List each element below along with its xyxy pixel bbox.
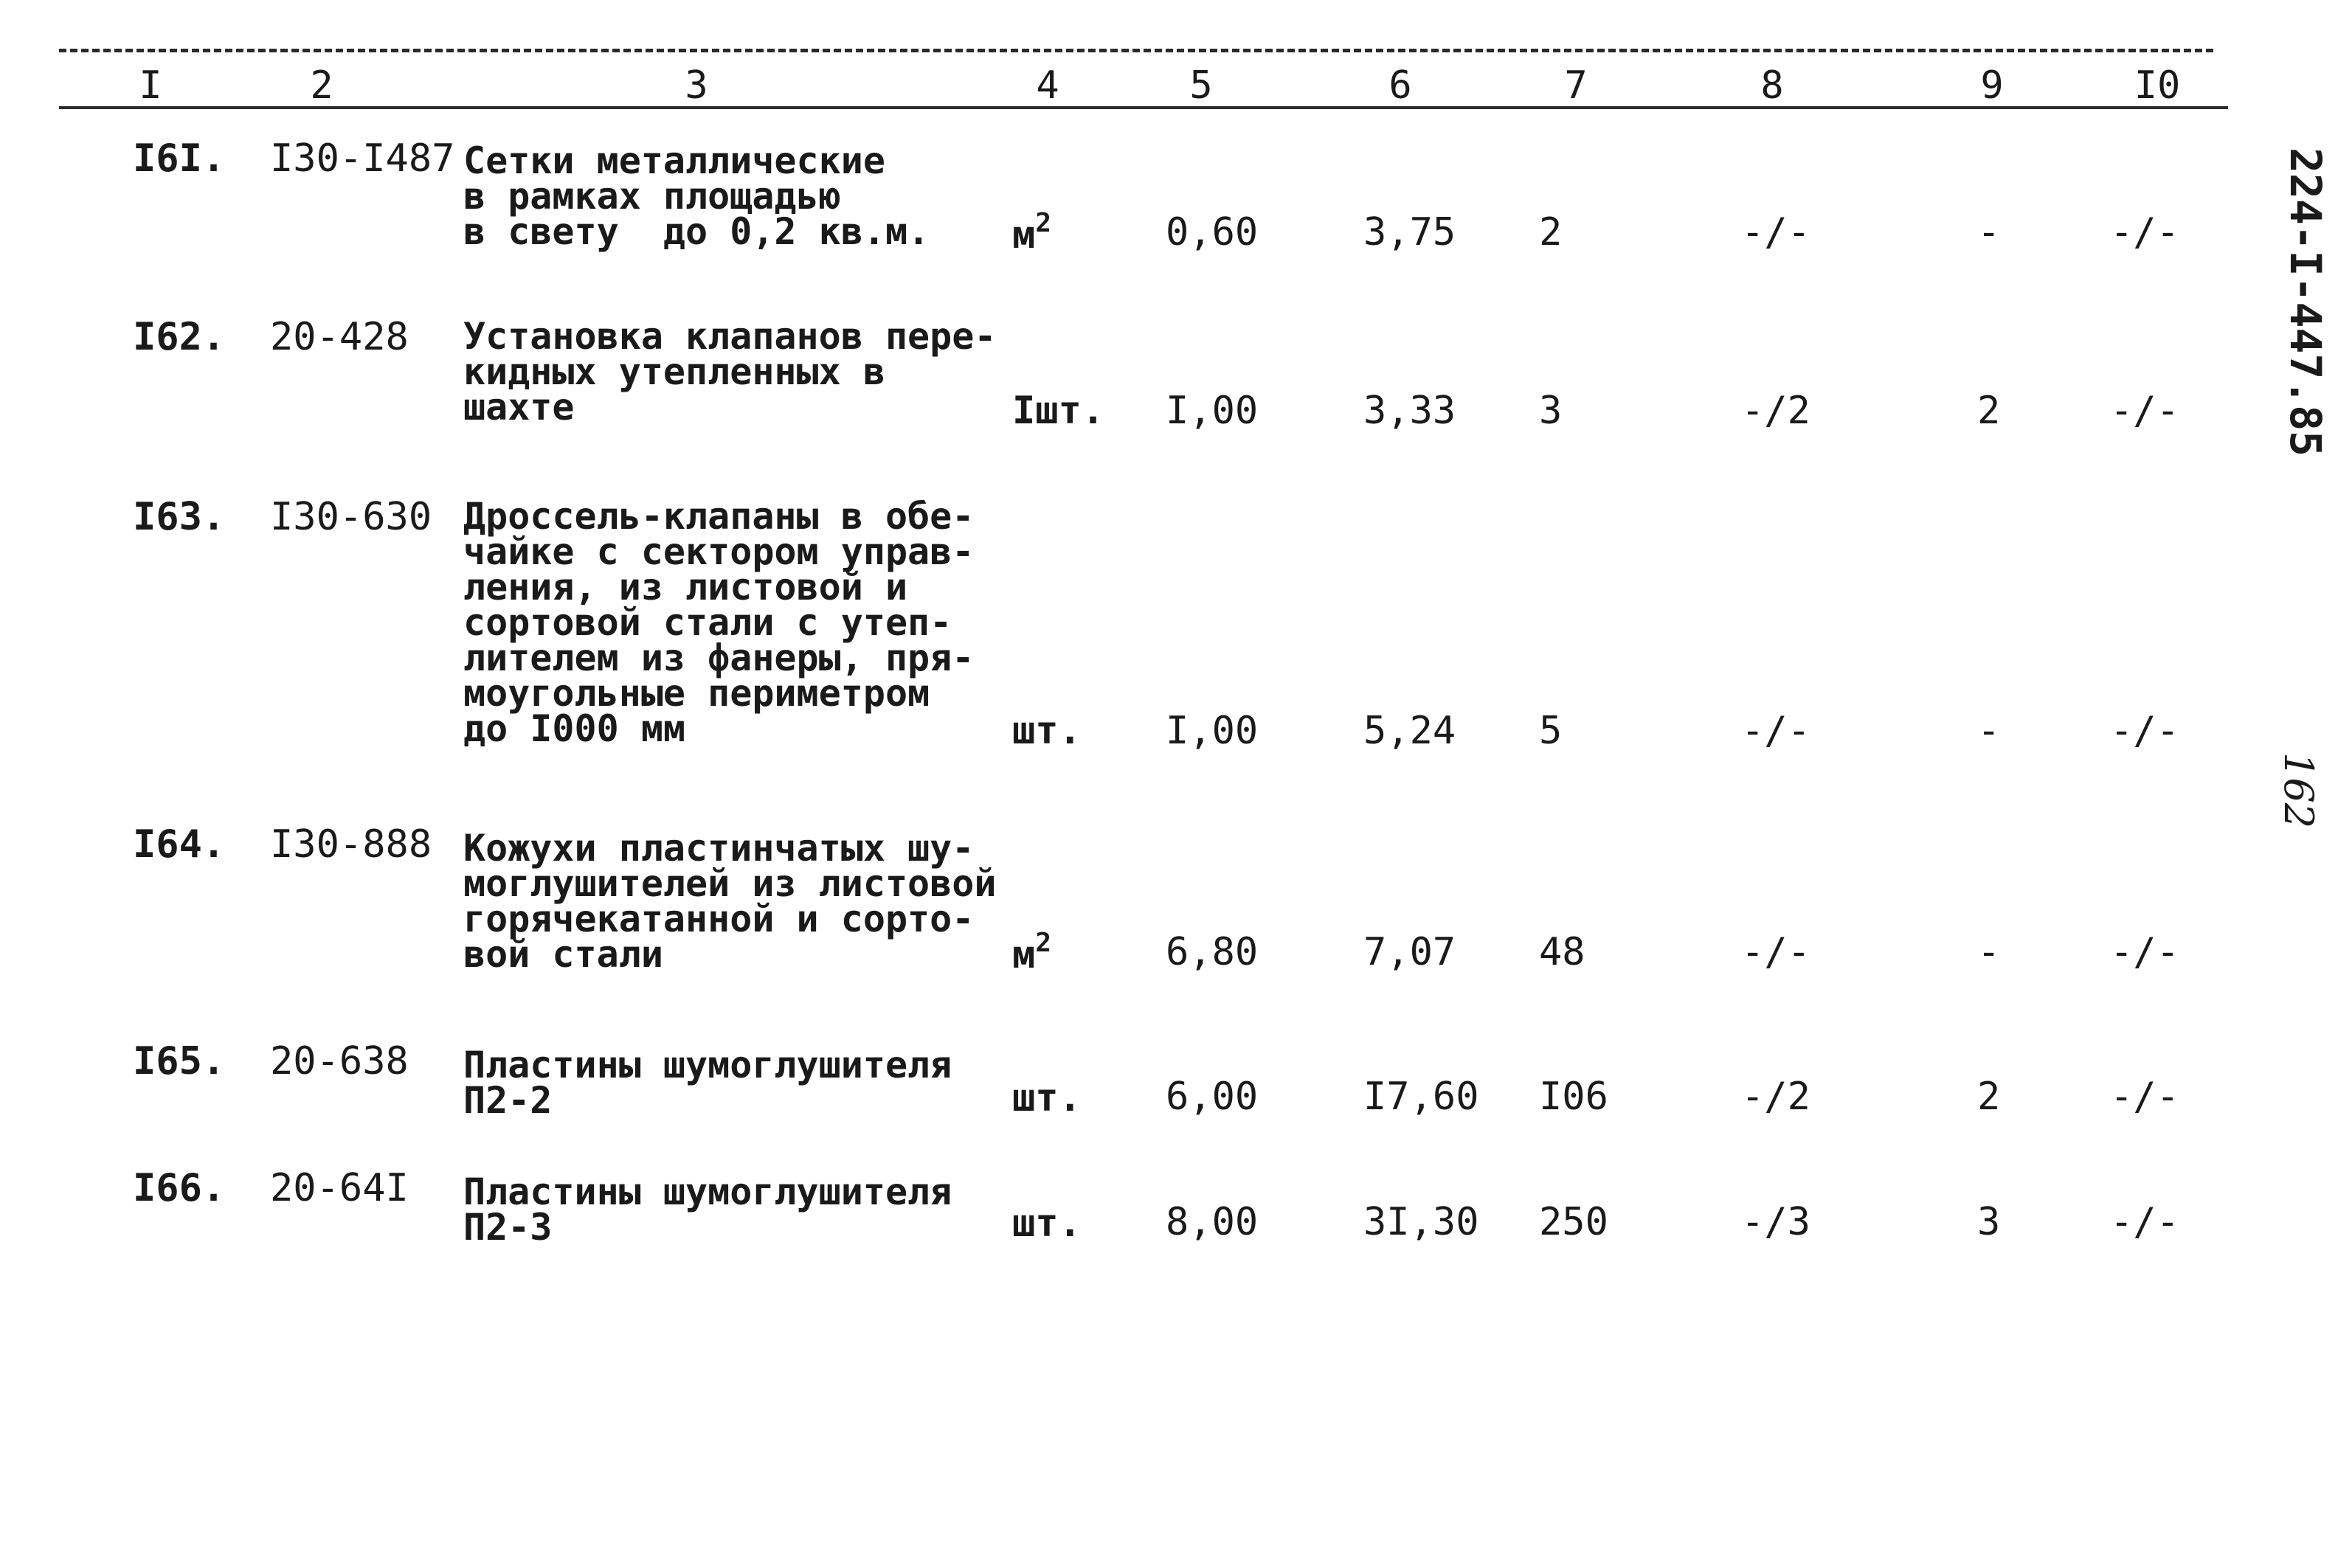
unit-superscript: 2: [1035, 928, 1051, 958]
col-8-value: -/2: [1741, 1075, 1810, 1119]
unit-text: шт.: [1012, 1076, 1082, 1120]
unit-weight-value: 5,24: [1363, 709, 1456, 753]
col-9-value: 2: [1977, 389, 2001, 433]
item-code: 20-428: [270, 315, 409, 359]
col-10-value: -/-: [2110, 930, 2179, 974]
col-10-value: -/-: [2110, 1200, 2179, 1244]
quantity-value: I,00: [1166, 709, 1259, 753]
header-col-1: I: [139, 63, 162, 108]
item-description: Установка клапанов пере- кидных утепленных в шахте: [463, 315, 997, 429]
total-weight-value: 3: [1539, 389, 1563, 433]
item-description: Кожухи пластинчатых шу- моглушителей из листовой горячекатанной и сорто- вой стали: [463, 827, 997, 976]
unit-weight-value: 3,75: [1363, 210, 1456, 254]
col-10-value: -/-: [2110, 210, 2179, 254]
unit-text: шт.: [1012, 709, 1082, 753]
col-9-value: -: [1977, 709, 2001, 753]
item-code: I30-630: [270, 495, 432, 539]
unit-text: шт.: [1012, 1201, 1082, 1246]
top-dashed-rule: [59, 49, 2213, 52]
total-weight-value: 48: [1539, 930, 1585, 974]
document-code: 224-I-447.85: [2280, 148, 2331, 457]
item-code: 20-64I: [270, 1166, 409, 1210]
header-underline: [59, 106, 2228, 109]
item-unit: [1012, 208, 1051, 257]
col-8-value: -/-: [1741, 709, 1810, 753]
header-col-9: 9: [1980, 63, 2004, 108]
col-8-value: -/-: [1741, 210, 1810, 254]
unit-text: Iшт.: [1012, 389, 1105, 433]
item-unit: [1012, 928, 1051, 977]
col-8-value: -/2: [1741, 389, 1810, 433]
quantity-value: 0,60: [1166, 210, 1259, 254]
col-9-value: 2: [1977, 1075, 2001, 1119]
item-unit: [1012, 389, 1105, 433]
item-code: I30-I487: [270, 136, 455, 181]
row-number: I6I.: [133, 136, 226, 181]
unit-superscript: 2: [1035, 208, 1051, 238]
item-unit: [1012, 1076, 1082, 1120]
col-9-value: 3: [1977, 1200, 2001, 1244]
col-8-value: -/3: [1741, 1200, 1810, 1244]
header-col-4: 4: [1036, 63, 1059, 108]
unit-weight-value: 7,07: [1363, 930, 1456, 974]
unit-weight-value: 3,33: [1363, 389, 1456, 433]
total-weight-value: 5: [1539, 709, 1563, 753]
item-code: I30-888: [270, 822, 432, 867]
row-number: I63.: [133, 495, 226, 539]
item-description: Пластины шумоглушителя П2-3: [463, 1170, 952, 1249]
quantity-value: I,00: [1166, 389, 1259, 433]
row-number: I65.: [133, 1039, 226, 1083]
col-10-value: -/-: [2110, 389, 2179, 433]
quantity-value: 6,80: [1166, 930, 1259, 974]
header-col-10: I0: [2134, 63, 2181, 108]
page-number: 162: [2275, 752, 2322, 829]
col-10-value: -/-: [2110, 1075, 2179, 1119]
unit-weight-value: I7,60: [1363, 1075, 1479, 1119]
item-code: 20-638: [270, 1039, 409, 1083]
row-number: I64.: [133, 822, 226, 867]
unit-text: м: [1012, 213, 1036, 257]
item-description: Дроссель-клапаны в обе- чайке с сектором управ- ления, из листовой и сортовой стали с утеп- лителем из фанеры, пря- моугольные периметром до I000 мм: [463, 495, 975, 750]
total-weight-value: 250: [1539, 1200, 1608, 1244]
total-weight-value: 2: [1539, 210, 1563, 254]
header-col-8: 8: [1760, 63, 1784, 108]
col-8-value: -/-: [1741, 930, 1810, 974]
header-col-6: 6: [1388, 63, 1412, 108]
col-9-value: -: [1977, 930, 2001, 974]
unit-text: м: [1012, 933, 1036, 977]
header-col-5: 5: [1189, 63, 1213, 108]
header-col-3: 3: [685, 63, 708, 108]
header-col-2: 2: [310, 63, 333, 108]
total-weight-value: I06: [1539, 1075, 1608, 1119]
row-number: I62.: [133, 315, 226, 359]
col-10-value: -/-: [2110, 709, 2179, 753]
quantity-value: 6,00: [1166, 1075, 1259, 1119]
item-unit: [1012, 1201, 1082, 1246]
header-col-7: 7: [1564, 63, 1588, 108]
row-number: I66.: [133, 1166, 226, 1210]
col-9-value: -: [1977, 210, 2001, 254]
item-description: Пластины шумоглушителя П2-2: [463, 1044, 952, 1122]
unit-weight-value: 3I,30: [1363, 1200, 1479, 1244]
item-description: Сетки металлические в рамках площадью в свету до 0,2 кв.м.: [463, 139, 930, 253]
item-unit: [1012, 709, 1082, 753]
quantity-value: 8,00: [1166, 1200, 1259, 1244]
